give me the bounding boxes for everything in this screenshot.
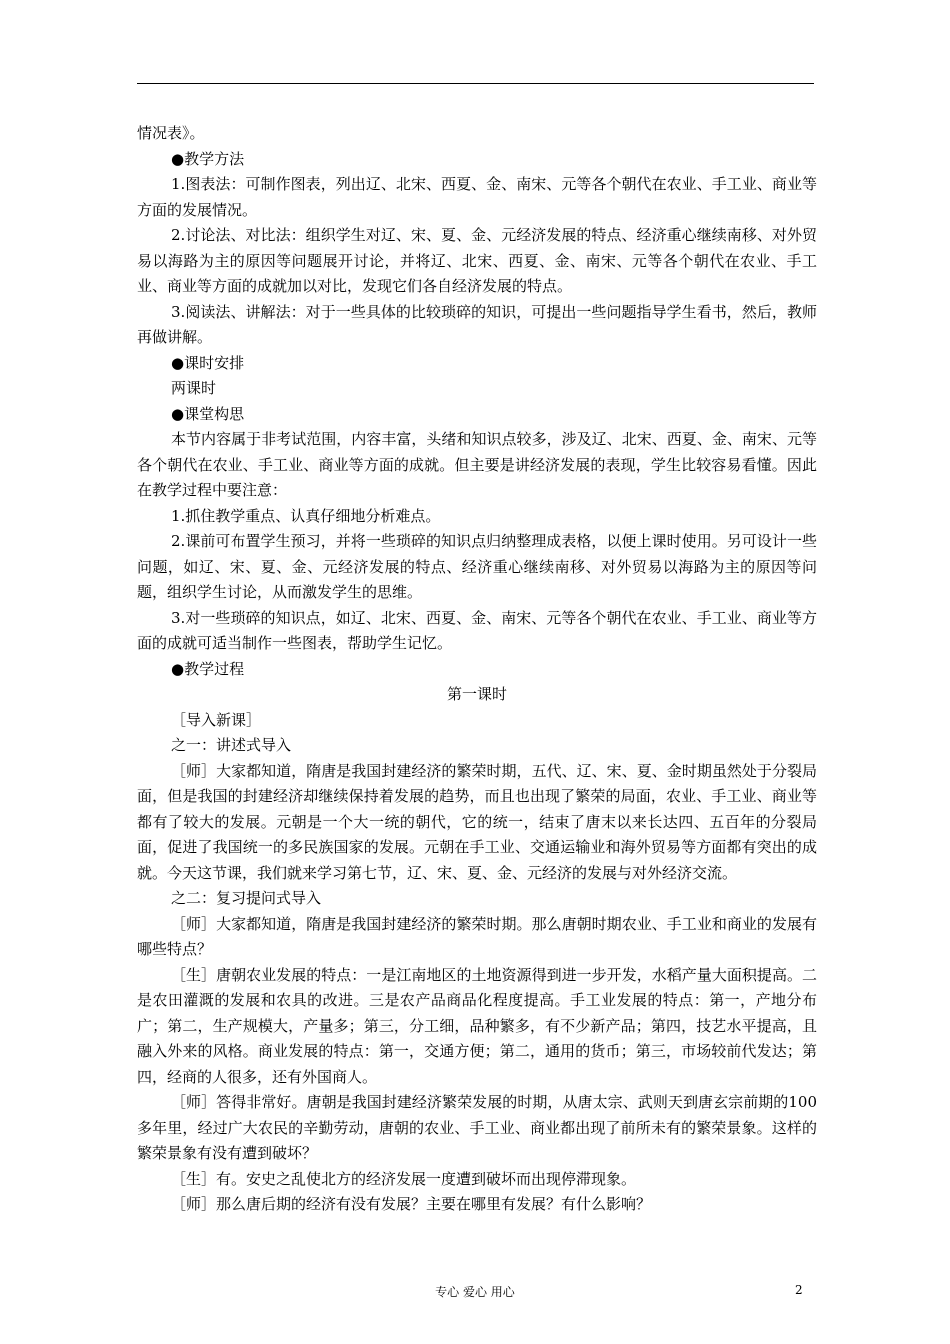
design-paragraph: 本节内容属于非考试范围，内容丰富，头绪和知识点较多，涉及辽、北宋、西夏、金、南宋、元等各个朝代在农业、手工业、商业等方面的成就。但主要是讲经济发展的表现，学生比较容易看懂。因此在教学过程中要注意：: [137, 430, 817, 499]
teacher-question-2: ［师］那么唐后期的经济有没有发展？主要在哪里有发展？有什么影响？: [171, 1195, 652, 1213]
continued-text: 情况表》。: [137, 124, 205, 142]
method-item-3: 3.阅读法、讲解法：对于一些具体的比较琐碎的知识，可提出一些问题指导学生看书，然后，教师再做讲解。: [137, 302, 817, 346]
design-item-1: 1.抓住教学重点、认真仔细地分析难点。: [171, 506, 441, 525]
teacher-question: ［师］大家都知道，隋唐是我国封建经济的繁荣时期。那么唐朝时期农业、手工业和商业的发展有哪些特点？: [137, 914, 817, 958]
lesson-title: 第一课时: [446, 685, 507, 703]
teacher-response: ［师］答得非常好。唐朝是我国封建经济繁荣发展的时期，从唐太宗、武则天到唐玄宗前期的100多年里，经过广大农民的辛勤劳动，唐朝的农业、手工业、商业都出现了前所未有的繁荣景象。这样的繁荣景象有没有遭到破坏？: [137, 1093, 817, 1162]
student-answer-2: ［生］有。安史之乱使北方的经济发展一度遭到破坏而出现停滞现象。: [171, 1169, 637, 1188]
intro-method-2-heading: 之二：复习提问式导入: [171, 889, 322, 907]
design-item-2: 2.课前可布置学生预习，并将一些琐碎的知识点归纳整理成表格，以便上课时使用。另可设计一些问题，如辽、宋、夏、金、元经济发展的特点、经济重心继续南移、对外贸易以海路为主的原因等问题，组织学生讨论，从而激发学生的思维。: [137, 532, 817, 601]
footer-motto: 专心 爱心 用心: [435, 1285, 515, 1299]
schedule-text: 两课时: [171, 379, 217, 397]
student-answer: ［生］唐朝农业发展的特点：一是江南地区的土地资源得到进一步开发，水稻产量大面积提高。二是农田灌溉的发展和农具的改进。三是农产品商品化程度提高。手工业发展的特点：第一，产地分布广；第二，生产规模大，产量多；第三，分工细，品种繁多，有不少新产品；第四，技艺水平提高，且融入外来的风格。商业发展的特点：第一，交通方便；第二，通用的货币；第三，市场较前代发达；第四，经商的人很多，还有外国商人。: [137, 965, 817, 1086]
teacher-paragraph: ［师］大家都知道，隋唐是我国封建经济的繁荣时期，五代、辽、宋、夏、金时期虽然处于分裂局面，但是我国的封建经济却继续保持着发展的趋势，而且也出现了繁荣的局面，农业、手工业、商业等都有了较大的发展。元朝是一个大一统的朝代，它的统一，结束了唐末以来长达四、五百年的分裂局面，促进了我国统一的多民族国家的发展。元朝在手工业、交通运输业和海外贸易等方面都有突出的成就。今天这节课，我们就来学习第七节，辽、宋、夏、金、元经济的发展与对外经济交流。: [137, 761, 817, 882]
section-heading-class-design: ●课堂构思: [171, 404, 245, 423]
method-item-1: 1.图表法：可制作图表，列出辽、北宋、西夏、金、南宋、元等各个朝代在农业、手工业、商业等方面的发展情况。: [137, 175, 817, 219]
design-item-3: 3.对一些琐碎的知识点，如辽、北宋、西夏、金、南宋、元等各个朝代在农业、手工业、商业等方面的成就可适当制作一些图表，帮助学生记忆。: [137, 608, 817, 652]
method-item-2: 2.讨论法、对比法：组织学生对辽、宋、夏、金、元经济发展的特点、经济重心继续南移、对外贸易以海路为主的原因等问题展开讨论，并将辽、北宋、西夏、金、南宋、元等各个朝代在农业、手工业、商业等方面的成就加以对比，发现它们各自经济发展的特点。: [137, 226, 817, 295]
section-heading-teaching-methods: ●教学方法: [171, 149, 245, 168]
section-heading-process: ●教学过程: [171, 659, 245, 678]
header-rule: [137, 83, 814, 84]
intro-method-1-heading: 之一：讲述式导入: [171, 736, 292, 754]
document-body: [137, 121, 817, 1218]
subsection-intro: ［导入新课］: [171, 710, 262, 729]
section-heading-schedule: ●课时安排: [171, 353, 245, 372]
page-number: 2: [795, 1283, 803, 1297]
